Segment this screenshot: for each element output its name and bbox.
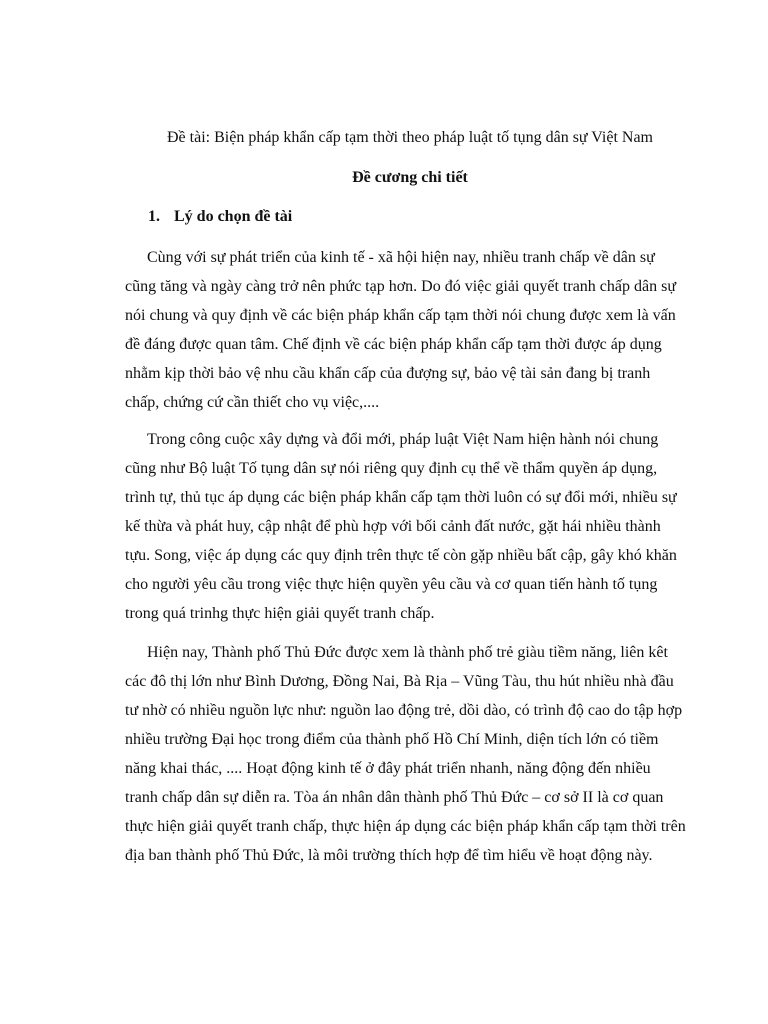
- paragraph-line: cũng tăng và ngày càng trở nên phức tạp hơn. Do đó việc giải quyết tranh chấp dân sự: [125, 278, 676, 295]
- paragraph-line: nhiều trường Đại học trong điểm của thành phố Hồ Chí Minh, diện tích lớn có tiềm: [125, 731, 659, 748]
- paragraph-line: chấp, chứng cứ cần thiết cho vụ việc,....: [125, 394, 380, 411]
- section-title: Lý do chọn đề tài: [174, 208, 293, 225]
- outline-title: Đề cương chi tiết: [352, 169, 468, 186]
- paragraph-line: Hiện nay, Thành phố Thủ Đức được xem là thành phố trẻ giàu tiềm năng, liên kêt: [147, 644, 668, 661]
- section-number: 1.: [148, 208, 160, 225]
- paragraph-line: đề đáng được quan tâm. Chế định về các biện pháp khẩn cấp tạm thời được áp dụng: [125, 336, 662, 353]
- paragraph-line: Cùng với sự phát triển của kinh tế - xã hội hiện nay, nhiều tranh chấp về dân sự: [147, 249, 655, 266]
- paragraph-line: các đô thị lớn như Bình Dương, Đồng Nai, Bà Rịa – Vũng Tàu, thu hút nhiều nhà đầu: [125, 673, 674, 690]
- section-heading: [148, 206, 292, 228]
- paragraph-line: nói chung và quy định về các biện pháp khẩn cấp tạm thời nói chung được xem là vấn: [125, 307, 676, 324]
- paragraph-line: địa ban thành phố Thủ Đức, là môi trường thích hợp để tìm hiểu về hoạt động này.: [125, 847, 653, 864]
- paragraph-thu-duc: [125, 638, 705, 870]
- paragraph-reason-intro: [125, 243, 705, 417]
- paragraph-line: tranh chấp dân sự diễn ra. Tòa án nhân dân thành phố Thủ Đức – cơ sở II là cơ quan: [125, 789, 664, 806]
- paragraph-line: tựu. Song, việc áp dụng các quy định trên thực tế còn gặp nhiều bất cập, gây khó khăn: [125, 547, 677, 564]
- paragraph-legal-context: [125, 425, 705, 628]
- paragraph-line: Trong công cuộc xây dựng và đổi mới, pháp luật Việt Nam hiện hành nói chung: [147, 431, 659, 448]
- paragraph-line: năng khai thác, .... Hoạt động kinh tế ở đây phát triển nhanh, năng động đến nhiều: [125, 760, 651, 777]
- paragraph-line: kế thừa và phát huy, cập nhật để phù hợp với bối cảnh đất nước, gặt hái nhiều thành: [125, 518, 661, 535]
- paragraph-line: cũng như Bộ luật Tố tụng dân sự nói riêng quy định cụ thể về thẩm quyền áp dụng,: [125, 460, 658, 477]
- paragraph-line: trong quá trinhg thực hiện giải quyết tranh chấp.: [125, 605, 435, 622]
- document-title: Đề tài: Biện pháp khẩn cấp tạm thời theo pháp luật tố tụng dân sự Việt Nam: [167, 129, 653, 146]
- paragraph-line: trình tự, thủ tục áp dụng các biện pháp khẩn cấp tạm thời luôn có sự đổi mới, nhiều sự: [125, 489, 677, 506]
- paragraph-line: nhằm kịp thời bảo vệ nhu cầu khẩn cấp của đượng sự, bảo vệ tài sản đang bị tranh: [125, 365, 651, 382]
- paragraph-line: tư nhờ có nhiều nguồn lực như: nguồn lao động trẻ, dồi dào, có trình độ cao do tập hợp: [125, 702, 683, 719]
- paragraph-line: thực hiện giải quyết tranh chấp, thực hiện áp dụng các biện pháp khẩn cấp tạm thời trên: [125, 818, 686, 835]
- paragraph-line: cho người yêu cầu trong việc thực hiện quyền yêu cầu và cơ quan tiến hành tố tụng: [125, 576, 658, 593]
